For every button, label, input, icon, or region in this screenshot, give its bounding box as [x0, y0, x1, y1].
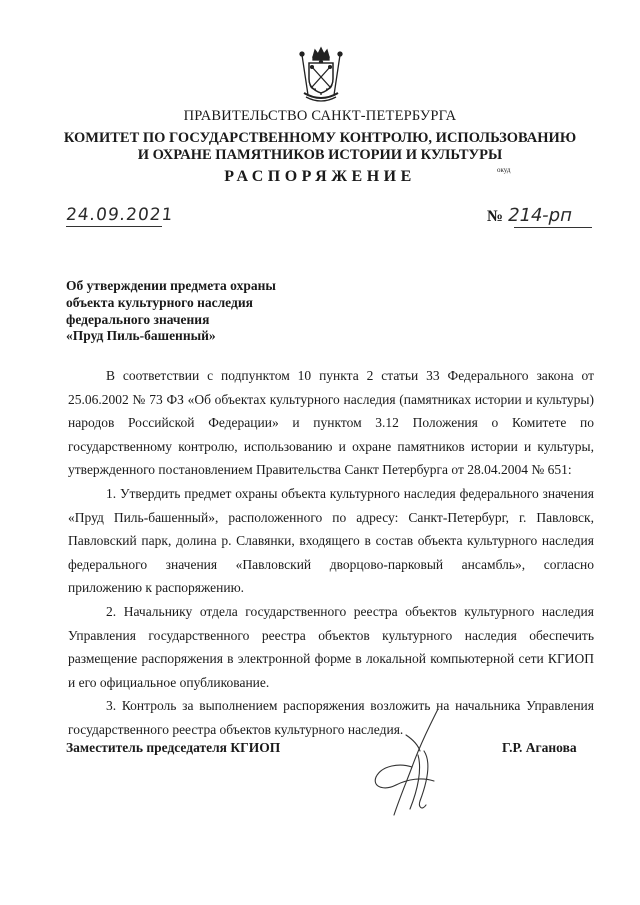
- committee-name-line2: И ОХРАНЕ ПАМЯТНИКОВ ИСТОРИИ И КУЛЬТУРЫ: [137, 147, 503, 163]
- number-underline: [514, 227, 592, 228]
- handwritten-signature: [360, 705, 480, 825]
- order-item-3: 3. Контроль за выполнением распоряжения возложить на начальника Управления государственного реестра объектов культурного наследия.: [68, 698, 594, 737]
- signer-title: Заместитель председателя КГИОП: [66, 740, 281, 755]
- okud-label: окуд: [497, 166, 511, 174]
- coat-of-arms-icon: [296, 45, 346, 105]
- number-sign: №: [487, 208, 504, 225]
- document-type-title: РАСПОРЯЖЕНИЕ: [224, 168, 416, 185]
- order-item-2: 2. Начальнику отдела государственного реестра объектов культурного наследия Управления государственного реестра объектов культурного наследия обеспечить размещение распоряжения в электронной форме в локальной компьютерной сети КГИОП и его официальное опубликование.: [68, 603, 594, 690]
- document-number-value: 214-рп: [505, 205, 575, 226]
- government-name: ПРАВИТЕЛЬСТВО САНКТ-ПЕТЕРБУРГА: [183, 108, 457, 124]
- signer-name: Г.Р. Аганова: [502, 740, 577, 755]
- committee-name-line1: КОМИТЕТ ПО ГОСУДАРСТВЕННОМУ КОНТРОЛЮ, ИСПОЛЬЗОВАНИЮ: [63, 130, 577, 146]
- document-number: [487, 205, 575, 226]
- subject-line: «Пруд Пиль-башенный»: [66, 328, 216, 344]
- document-body: [68, 364, 594, 742]
- subject-line: федерального значения: [66, 311, 210, 327]
- date-underline: [66, 226, 162, 227]
- document-date: [66, 205, 173, 227]
- subject-line: объекта культурного наследия: [66, 294, 253, 310]
- committee-name: [40, 130, 600, 164]
- preamble-paragraph: В соответствии с подпунктом 10 пункта 2 статьи 33 Федерального закона от 25.06.2002 № 73 ФЗ «Об объектах культурного наследия (памятниках истории и культуры) народов Российской Федерации» и пунктом 3.12 Положения о Комитете по государственному контролю, использованию и охране памятников истории и культуры, утвержденного постановлением Правительства Санкт Петербурга от 28.04.2004 № 651:: [68, 368, 594, 478]
- subject-line: Об утверждении предмета охраны: [66, 278, 276, 293]
- document-subject: [66, 278, 276, 345]
- order-item-1: 1. Утвердить предмет охраны объекта культурного наследия федерального значения «Пруд Пиль-башенный», расположенного по адресу: Санкт-Петербург, г. Павловск, Павловский парк, долина р. Славянки, входящего в состав объекта культурного наследия федерального значения «Павловский дворцово-парковый ансамбль», согласно приложению к распоряжению.: [68, 485, 594, 596]
- document-date-value: 24.09.2021: [64, 205, 175, 225]
